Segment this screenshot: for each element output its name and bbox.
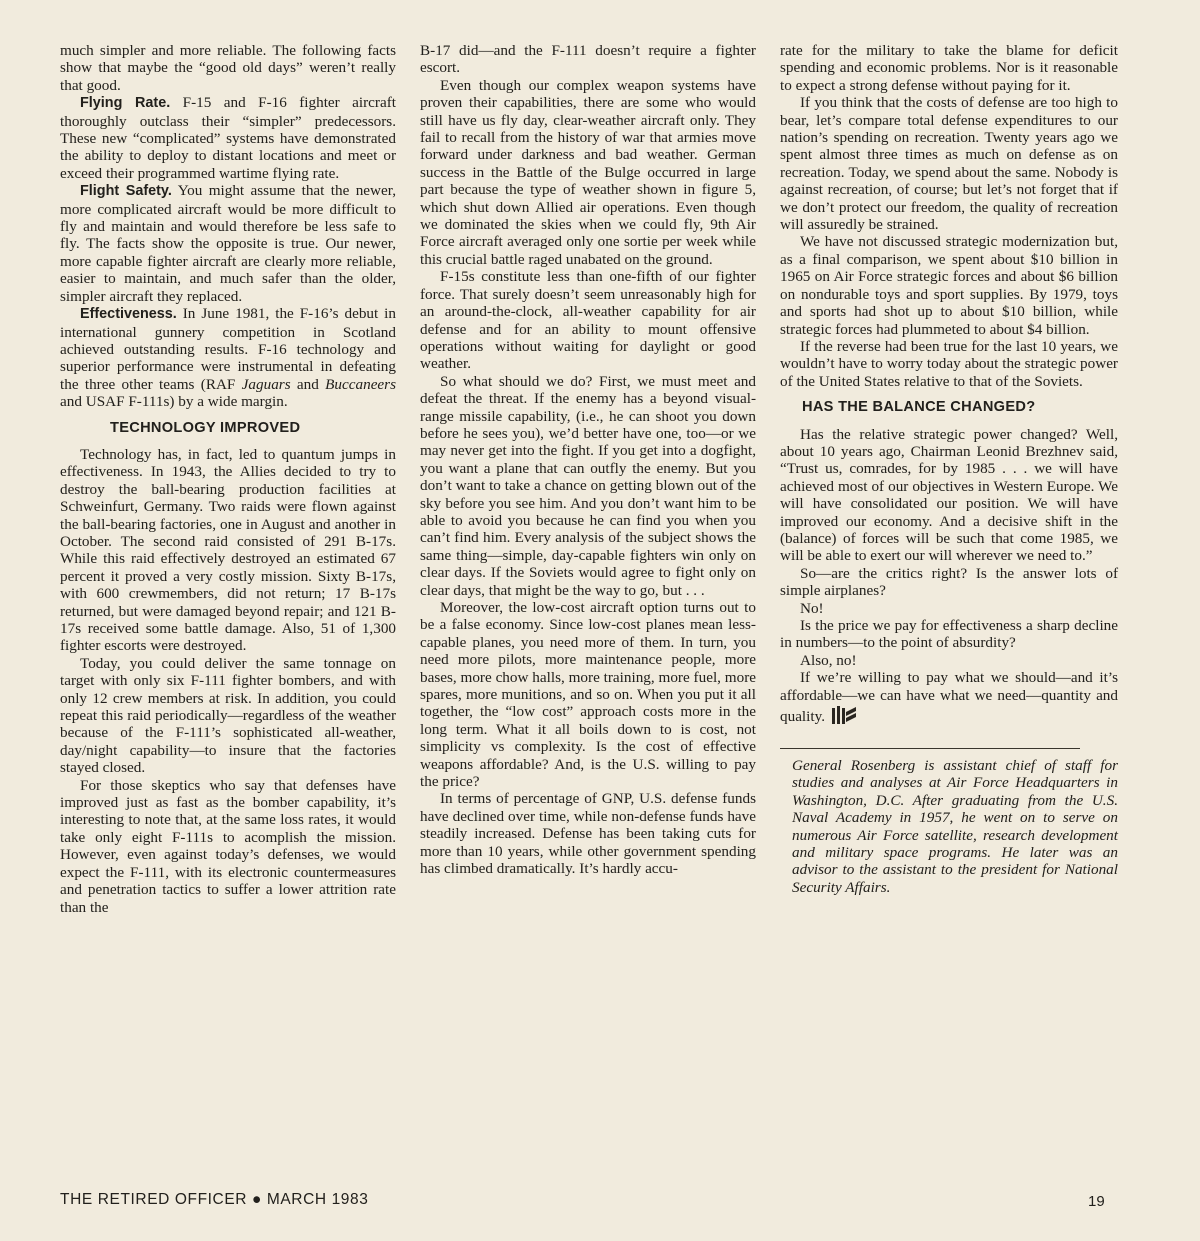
paragraph: We have not discussed strategic modernization but, as a final comparison, we spent about $10 billion in 1965 on Air Force strategic forces and about $6 billion on nondurable toys and sport supplies. By 1979, toys and sports had shot up to about $10 billion, while strategic forces had plummeted to about $4 billion. (780, 233, 1118, 338)
paragraph: much simpler and more reliable. The following facts show that maybe the “good old days” weren’t really that good. (60, 42, 396, 94)
paragraph-text: If we’re willing to pay what we should—and it’s affordable—we can have what we need—quantity and quality. (780, 669, 1118, 726)
paragraph: rate for the military to take the blame for deficit spending and economic problems. Nor is it reasonable to expect a strong defense without paying for it. (780, 42, 1118, 94)
footer-publication: THE RETIRED OFFICER ● MARCH 1983 (60, 1191, 369, 1208)
paragraph: Today, you could deliver the same tonnage on target with only six F-111 fighter bombers, and with only 12 crew members at risk. In addition, you could repeat this raid periodically—regardless of the weather because of the F-111’s sophisticated all-weather, day/night capability—to insure that the factories stayed closed. (60, 654, 396, 777)
paragraph-text: and (290, 375, 326, 393)
page-number: 19 (1088, 1193, 1105, 1210)
italic-text: Jaguars (241, 375, 291, 393)
paragraph-final (780, 669, 1118, 726)
paragraph-text: F-15 and F-16 fighter aircraft thoroughly outclass their “simpler” predecessors. These new “complicated” systems have demonstrated the ability to deploy to distant locations and meet or exceed their programmed wartime flying rate. (60, 94, 396, 182)
paragraph: B-17 did—and the F-111 doesn’t require a fighter escort. (420, 42, 756, 77)
bio-divider (780, 748, 1080, 749)
paragraph: For those skeptics who say that defenses have improved just as fast as the bomber capability, it’s interesting to note that, at the same loss rates, it would take only eight F-111s to acomplish the mission. However, even against today’s defenses, we would expect the F-111, with its electronic countermeasures and penetration tactics to suffer a lower attrition rate than the (60, 776, 396, 916)
paragraph: Has the relative strategic power changed? Well, about 10 years ago, Chairman Leonid Brezhnev said, “Trust us, comrades, for by 1985 . . . we will have achieved most of our objectives in Western Europe. We will have consolidated our position. We will have improved our economy. And a decisive shift in the (balance) of forces will be such that come 1985, we will be able to exert our will wherever we need to.” (780, 425, 1118, 565)
author-bio: General Rosenberg is assistant chief of staff for studies and analyses at Air Force Headquarters in Washington, D.C. After graduating from the U.S. Naval Academy in 1957, he went on to serve on numerous Air Force satellite, research development and military space programs. He later was an advisor to the assistant to the president for National Security Affairs. (792, 757, 1118, 896)
paragraph: Also, no! (800, 651, 857, 669)
run-in-heading: Effectiveness. (80, 306, 177, 323)
run-in-heading: Flying Rate. (80, 95, 171, 112)
paragraph: F-15s constitute less than one-fifth of our fighter force. That surely doesn’t seem unreasonably high for an around-the-clock, all-weather capability for air defense and for an ability to mount offensive operations without waiting for daylight or good weather. (420, 268, 756, 373)
italic-text: Buccaneers (325, 375, 396, 393)
paragraph (60, 182, 396, 305)
paragraph: Moreover, the low-cost aircraft option turns out to be a false economy. Since low-cost planes mean less-capable planes, you need more of them. In turn, you need more pilots, more maintenance people, more bases, more chow halls, more training, more fuel, more spares, more munitions, and so on. When you put it all together, the “low cost” approach costs more in the long term. What it all boils down to is cost, not simplicity vs complexity. Is the cost of effective weapons affordable? And, is the U.S. willing to pay the price? (420, 599, 756, 791)
run-in-heading: Flight Safety. (80, 183, 172, 200)
section-heading: TECHNOLOGY IMPROVED (110, 419, 301, 436)
paragraph-text: You might assume that the newer, more complicated aircraft would be more difficult to fly and maintain and would therefore be less safe to fly. The facts show the opposite is true. Our newer, more capable fighter aircraft are clearly more reliable, easier to maintain, and much safer than the older, simpler aircraft they replaced. (60, 182, 397, 305)
paragraph-text: and USAF F-111s) by a wide margin. (60, 393, 288, 411)
paragraph: No! (800, 599, 824, 617)
paragraph: Technology has, in fact, led to quantum jumps in effectiveness. In 1943, the Allies decided to try to destroy the ball-bearing production facilities at Schweinfurt, Germany. Two raids were flown against the ball-bearing factories, one in August and another in October. The second raid consisted of 291 B-17s. While this raid effectively destroyed an estimated 67 percent it proved a very costly mission. Sixty B-17s, with 600 crewmembers, did not return; 17 B-17s returned, but were damaged beyond repair; and 121 B-17s received some battle damage. Also, 51 of 1,300 fighter escorts were destroyed. (60, 445, 396, 655)
paragraph: If the reverse had been true for the last 10 years, we wouldn’t have to worry today about the strategic power of the United States relative to that of the Soviets. (780, 337, 1118, 390)
column-left (60, 42, 396, 916)
paragraph (60, 305, 396, 410)
paragraph: In terms of percentage of GNP, U.S. defense funds have declined over time, while non-defense funds have steadily increased. Defense has been taking cuts for more than 10 years, while other government spending has climbed dramatically. It’s hardly accu- (420, 790, 756, 878)
paragraph-text: In June 1981, the F-16’s debut in international gunnery competition in Scotland achieved outstanding results. F-16 technology and superior performance were instrumental in defeating the three other teams (RAF (60, 305, 396, 393)
paragraph: So—are the critics right? Is the answer lots of simple airplanes? (780, 564, 1118, 600)
paragraph: If you think that the costs of defense are too high to bear, let’s compare total defense expenditures to our nation’s spending on recreation. Twenty years ago we spent almost three times as much on defense as on recreation. Today, we spend about the same. Nobody is against recreation, of course; but let’s not forget that if we don’t protect our freedom, the quality of recreation will assuredly be strained. (780, 94, 1118, 234)
column-middle (420, 42, 756, 878)
end-mark-icon (831, 704, 857, 726)
section-heading: HAS THE BALANCE CHANGED? (802, 399, 1036, 416)
paragraph: Even though our complex weapon systems have proven their capabilities, there are some who would still have us fly day, clear-weather aircraft only. They fail to recall from the history of war that armies move forward under darkness and bad weather. German success in the Battle of the Bulge occurred in large part because the type of weather shown in figure 5, which shut down Allied air operations. Even though we dominated the skies when we could fly, 9th Air Force aircraft averaged only one sortie per week while this crucial battle raged unabated on the ground. (420, 76, 756, 268)
column-right (780, 42, 1118, 896)
paragraph: Is the price we pay for effectiveness a sharp decline in numbers—to the point of absurdity? (780, 617, 1118, 652)
paragraph (60, 94, 396, 182)
paragraph: So what should we do? First, we must meet and defeat the threat. If the enemy has a beyond visual-range missile capability, (i.e., he can shoot you down before he sees you), we’d better have one, too—or we may never get into the fight. If you get into a dogfight, you want a plane that can outfly the enemy. But you don’t want to take a chance on getting blown out of the sky before you see him. And you don’t want him to be able to avoid you because he can find you when you can’t find him. Every analysis of the subject shows the same thing—simple, day-capable fighters win only on clear days. If the Soviets would agree to fight only on clear days, that might be the way to go, but . . . (420, 372, 756, 599)
